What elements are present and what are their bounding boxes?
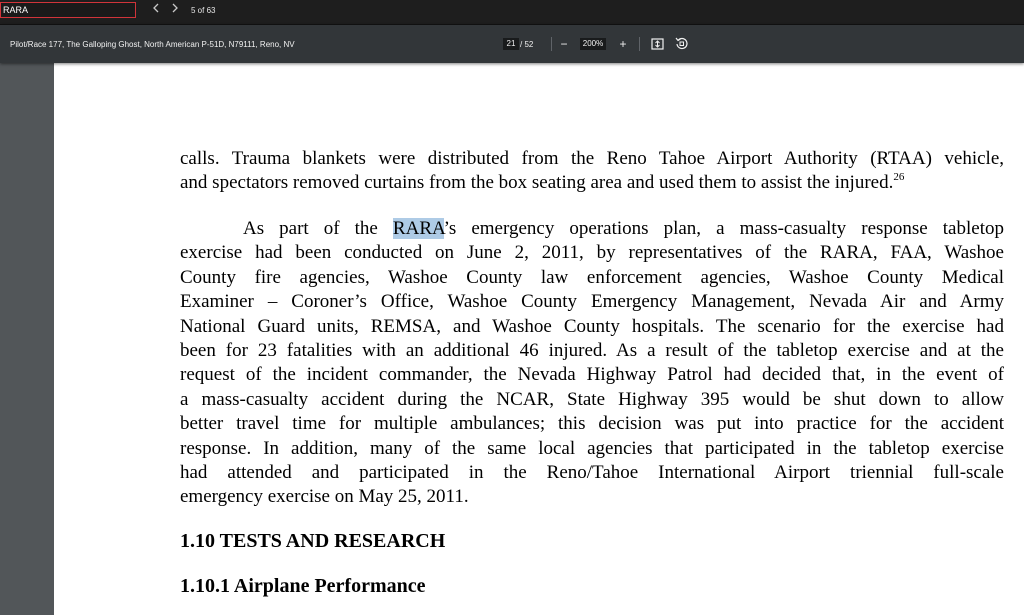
fit-to-page-icon [651,38,664,50]
text-line: been for 23 fatalities with an additional 46 injured. As a result of the tabletop exercise and at the [180,339,1004,361]
text-segment: ’s emergency operations plan, a mass-casualty response tabletop [443,218,1004,239]
text-line: calls. Trauma blankets were distributed from the Reno Tahoe Airport Authority (RTAA) vehicle, [180,148,1004,169]
zoom-in-button[interactable]: + [619,37,627,51]
pdf-page [54,63,1024,615]
find-bar [0,0,1024,25]
subsection-heading: 1.10.1 Airplane Performance [180,575,426,597]
text-line: County fire agencies, Washoe County law enforcement agencies, Washoe County Medical [180,266,1004,288]
find-match-count: 5 of 63 [191,6,216,15]
text-line: response. In addition, many of the same local agencies that participated in the tabletop exercise [180,437,1004,459]
text-line: better travel time for multiple ambulances; this decision was put into practice for the accident [180,413,1004,435]
text-line: had attended and participated in the Reno/Tahoe International Airport triennial full-scale [180,461,1004,483]
toolbar-divider [639,37,640,51]
rotate-button[interactable] [673,35,689,53]
text-line: a mass-casualty accident during the NCAR, State Highway 395 would be shut down to allow [180,388,1004,410]
find-next-button[interactable] [168,3,182,17]
document-viewer[interactable] [0,63,1024,615]
pdf-toolbar [0,25,1024,63]
page-number-input[interactable]: 21 [503,38,519,50]
text-line: request of the incident commander, the Nevada Highway Patrol had decided that, in the event of [180,364,1004,386]
zoom-out-button[interactable]: − [560,37,568,51]
text-line: exercise had been conducted on June 2, 2011, by representatives of the RARA, FAA, Washoe [180,242,1004,264]
page-total: / 52 [520,40,534,49]
paragraph-2 [180,217,1004,510]
text-line: emergency exercise on May 25, 2011. [180,486,469,508]
footnote-marker: 26 [893,171,905,184]
section-heading: 1.10 TESTS AND RESEARCH [180,530,446,552]
find-previous-button[interactable] [149,3,163,17]
fit-to-page-button[interactable] [649,35,665,53]
text-line-content: and spectators removed curtains from the box seating area and used them to assist the injured. [180,172,894,194]
text-line [180,171,1004,195]
paragraph-1 [180,147,1004,196]
chevron-right-icon [171,3,179,13]
rotate-icon [675,37,688,50]
text-line [180,217,1004,241]
zoom-level-input[interactable]: 200% [580,38,606,50]
document-title: Pilot/Race 177, The Galloping Ghost, North American P-51D, N79111, Reno, NV [10,40,295,49]
toolbar-divider [551,37,552,51]
text-line: National Guard units, REMSA, and Washoe County hospitals. The scenario for the exercise had [180,315,1004,337]
search-highlight: RARA [392,218,444,239]
chevron-left-icon [152,3,160,13]
text-segment: As part of the [243,218,393,239]
find-input[interactable] [0,2,136,18]
text-line: Examiner – Coroner’s Office, Washoe County Emergency Management, Nevada Air and Army [180,291,1004,313]
